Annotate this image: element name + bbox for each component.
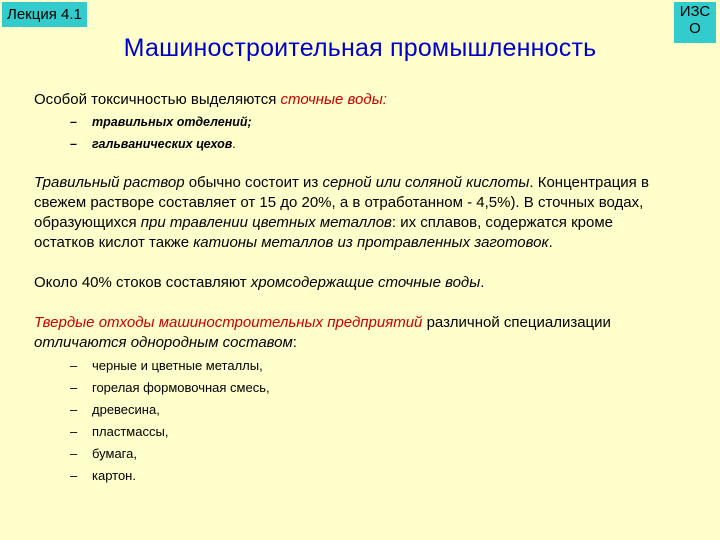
p3-b: хромсодержащие сточные воды — [250, 274, 481, 291]
p2-a: Травильный раствор — [34, 174, 185, 191]
course-badge-line-1: ИЗС — [679, 3, 711, 20]
wastewater-sources-list — [34, 112, 674, 154]
p2-h: . — [548, 234, 553, 251]
p2-g: катионы металлов из протравленных заготовок — [193, 234, 549, 251]
course-badge-line-2: О — [689, 20, 701, 38]
p1-text: Особой токсичностью выделяются — [34, 91, 281, 108]
list-item-text: гальванических цехов — [92, 137, 233, 151]
list-item — [70, 134, 674, 154]
paragraph-solid-waste — [34, 313, 674, 353]
p1-highlight: сточные воды: — [280, 91, 387, 108]
p4-b: различной специализации — [422, 314, 611, 331]
p2-c: серной или соляной кислоты — [322, 174, 530, 191]
slide-content — [34, 90, 674, 485]
p4-c: отличаются однородным составом — [34, 334, 293, 351]
p4-d: : — [292, 334, 297, 351]
p2-b: обычно состоит из — [184, 174, 323, 191]
slide-title: Машиностроительная промышленность — [123, 34, 597, 62]
p2-e: при травлении цветных металлов — [140, 214, 392, 231]
paragraph-pickling — [34, 173, 674, 253]
paragraph-chromium — [34, 273, 674, 293]
lecture-badge: Лекция 4.1 — [2, 2, 87, 27]
list-item: – картон. — [70, 467, 674, 485]
list-item: – пластмассы, — [70, 423, 674, 441]
paragraph-toxicity — [34, 90, 674, 110]
list-item: – черные и цветные металлы, — [70, 357, 674, 375]
solid-waste-list — [34, 357, 674, 485]
list-item-tail: . — [232, 137, 236, 151]
p3-c: . — [480, 274, 485, 291]
list-item: – древесина, — [70, 401, 674, 419]
list-item-text: травильных отделений; — [92, 115, 252, 129]
p4-a: Твердые отходы машиностроительных предприятий — [34, 314, 423, 331]
p2-d: . Концентрация в свежем растворе составляет от 15 до 20%, а в отработанном - 4,5%). В сточных водах, образующихся — [34, 174, 649, 231]
p2-f: : их сплавов, содержатся кроме остатков кислот также — [34, 214, 613, 251]
list-item: – горелая формовочная смесь, — [70, 379, 674, 397]
list-item — [70, 112, 674, 132]
p3-a: Около 40% стоков составляют — [34, 274, 251, 291]
list-item: – бумага, — [70, 445, 674, 463]
